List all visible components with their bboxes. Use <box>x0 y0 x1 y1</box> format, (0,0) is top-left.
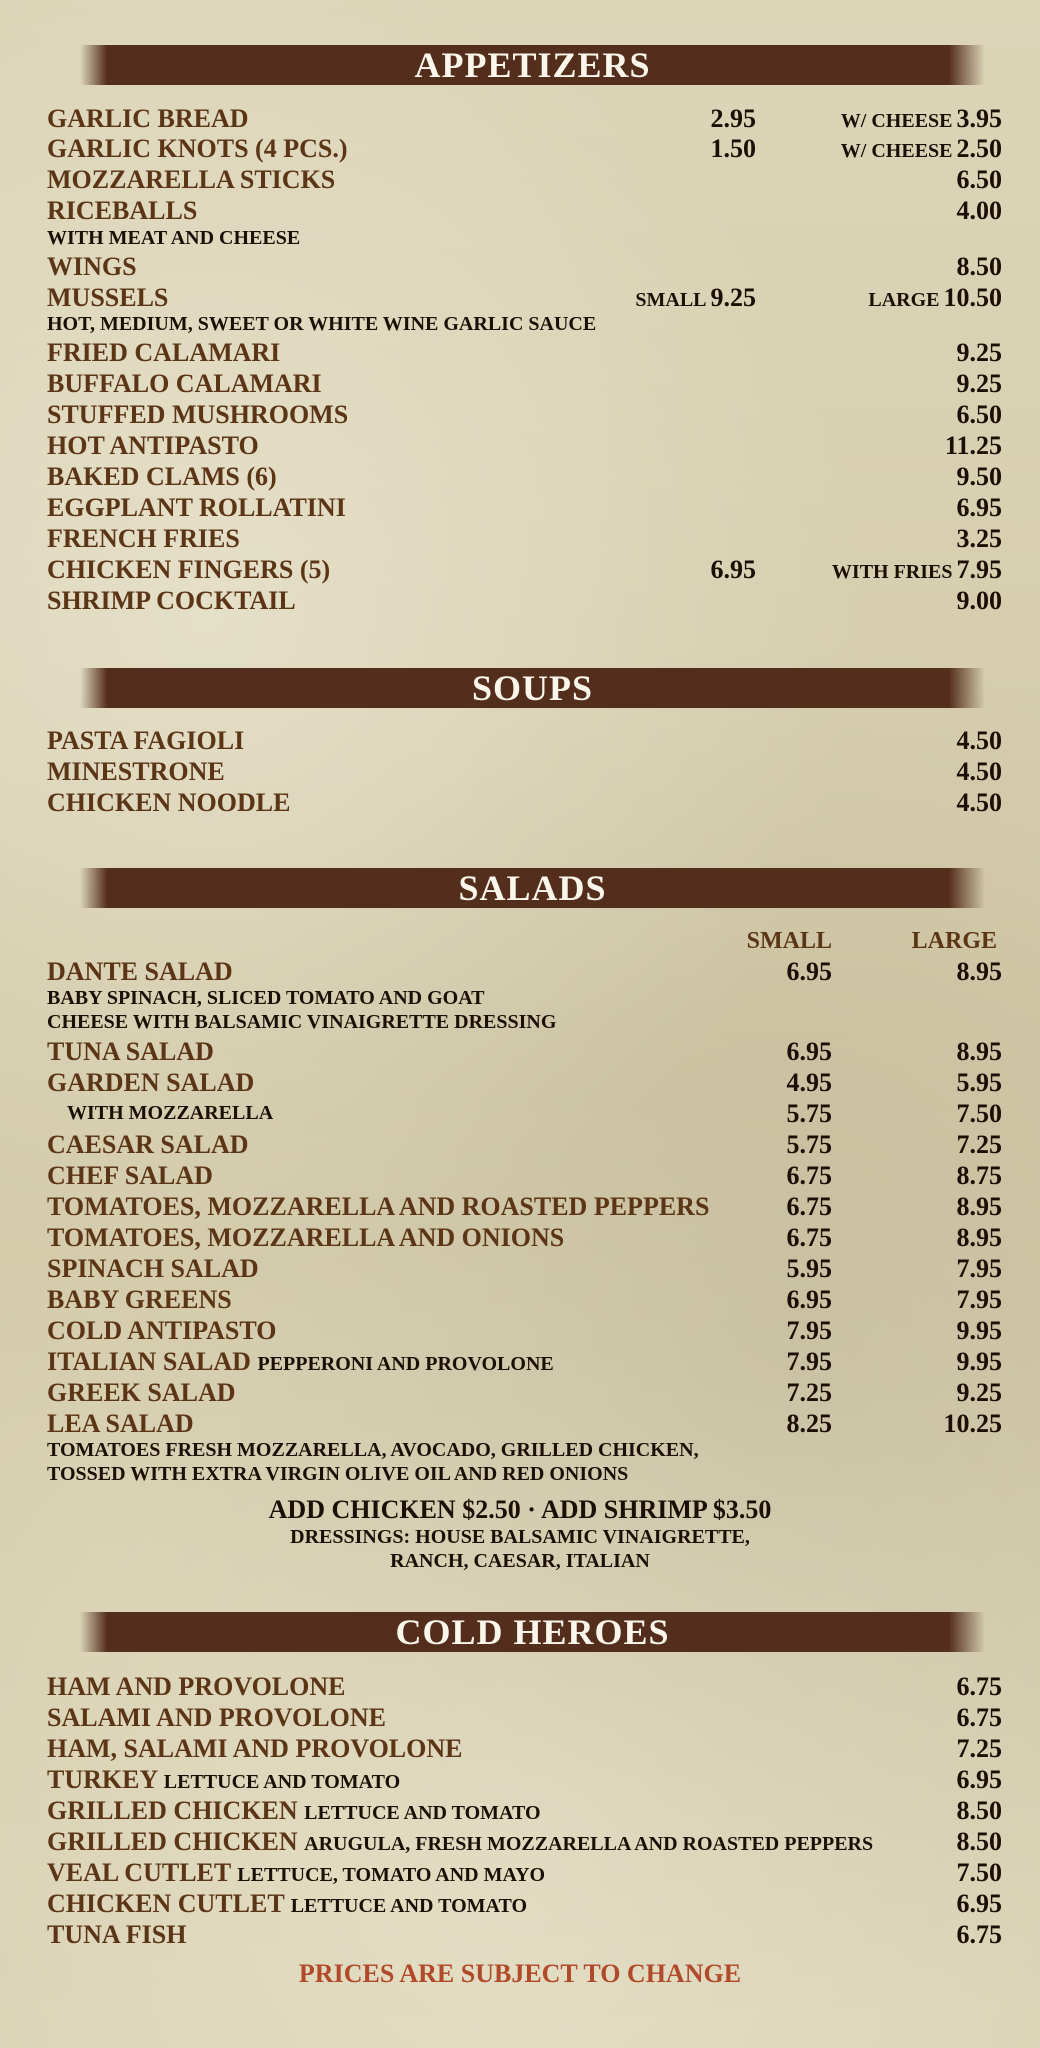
salads-banner: SALADS <box>80 868 985 908</box>
salad-dressings: RANCH, CAESAR, ITALIAN <box>390 1550 650 1572</box>
item-price: 9.25 <box>956 338 1002 367</box>
price-small: 6.95 <box>786 1037 832 1066</box>
menu-item <box>47 1857 1002 1888</box>
item-name: HAM, SALAMI AND PROVOLONE <box>47 1734 463 1763</box>
item-name: TUNA SALAD <box>47 1037 214 1066</box>
menu-item <box>47 1284 1002 1315</box>
price-small: 6.95 <box>786 1285 832 1314</box>
item-name: STUFFED MUSHROOMS <box>47 400 349 429</box>
item-price: 4.50 <box>956 788 1002 817</box>
item-name: LEA SALAD <box>47 1409 194 1438</box>
menu-item <box>47 725 1002 756</box>
price-small: 5.95 <box>786 1254 832 1283</box>
item-name: MOZZARELLA STICKS <box>47 165 336 194</box>
item-name: FRENCH FRIES <box>47 524 240 553</box>
price-large: 8.95 <box>956 1223 1002 1252</box>
menu-item <box>47 523 1002 554</box>
menu-item <box>47 1222 1002 1253</box>
item-name: COLD ANTIPASTO <box>47 1316 277 1345</box>
item-name: SPINACH SALAD <box>47 1254 259 1283</box>
price-small: 7.95 <box>786 1347 832 1376</box>
item-price-small <box>635 282 756 316</box>
item-price: 8.50 <box>956 1796 1002 1825</box>
item-price: 6.95 <box>710 555 756 584</box>
menu-item <box>47 1408 1002 1439</box>
item-description: PEPPERONI AND PROVOLONE <box>257 1353 554 1375</box>
item-description: LETTUCE AND TOMATO <box>290 1895 528 1917</box>
item-name: EGGPLANT ROLLATINI <box>47 493 346 522</box>
salad-addons: ADD CHICKEN $2.50 · ADD SHRIMP $3.50 <box>268 1495 772 1524</box>
price-small: 5.75 <box>786 1099 832 1128</box>
item-price: 6.50 <box>956 400 1002 429</box>
price-value: 3.95 <box>956 104 1002 133</box>
item-description: CHEESE WITH BALSAMIC VINAIGRETTE DRESSING <box>47 1011 557 1033</box>
item-description: LETTUCE AND TOMATO <box>163 1771 401 1793</box>
price-large: 9.95 <box>956 1347 1002 1376</box>
price-label: W/ CHEESE <box>840 140 953 162</box>
price-value: 10.50 <box>943 283 1002 312</box>
item-price: 7.50 <box>956 1858 1002 1887</box>
item-name-group <box>47 1857 545 1891</box>
cold-heroes-banner: COLD HEROES <box>80 1612 985 1652</box>
item-description: ARUGULA, FRESH MOZZARELLA AND ROASTED PEPPERS <box>304 1833 874 1855</box>
item-name: RICEBALLS <box>47 196 198 225</box>
menu-item <box>47 103 1002 134</box>
price-label: WITH FRIES <box>831 561 953 583</box>
item-name: GARLIC BREAD <box>47 104 249 133</box>
price-large: 8.95 <box>956 957 1002 986</box>
menu-item <box>47 1733 1002 1764</box>
item-name: CAESAR SALAD <box>47 1130 249 1159</box>
price-large: 7.25 <box>956 1130 1002 1159</box>
price-large: 10.25 <box>943 1409 1002 1438</box>
item-description: HOT, MEDIUM, SWEET OR WHITE WINE GARLIC SAUCE <box>47 313 597 335</box>
menu-item <box>47 554 1002 585</box>
menu-item <box>47 1346 1002 1377</box>
item-description: TOSSED WITH EXTRA VIRGIN OLIVE OIL AND RED ONIONS <box>47 1463 629 1485</box>
menu-item <box>47 1795 1002 1826</box>
item-name: TOMATOES, MOZZARELLA AND ONIONS <box>47 1223 565 1252</box>
menu-item <box>47 1315 1002 1346</box>
item-name: CHEF SALAD <box>47 1161 213 1190</box>
item-price: 8.50 <box>956 1827 1002 1856</box>
item-name: CHICKEN FINGERS (5) <box>47 555 331 584</box>
item-description: BABY SPINACH, SLICED TOMATO AND GOAT <box>47 987 485 1009</box>
menu-item <box>47 956 1002 987</box>
item-name: GARLIC KNOTS (4 PCS.) <box>47 134 348 163</box>
price-value: 9.25 <box>710 283 756 312</box>
item-name: TURKEY <box>47 1765 158 1794</box>
item-price: 3.25 <box>956 524 1002 553</box>
price-large: 7.95 <box>956 1254 1002 1283</box>
price-small: 7.25 <box>786 1378 832 1407</box>
menu-item <box>47 1826 1002 1857</box>
item-description: LETTUCE, TOMATO AND MAYO <box>237 1864 546 1886</box>
item-price: 1.50 <box>710 134 756 163</box>
item-name: TOMATOES, MOZZARELLA AND ROASTED PEPPERS <box>47 1192 710 1221</box>
price-large: 9.95 <box>956 1316 1002 1345</box>
item-price: 11.25 <box>944 431 1002 460</box>
menu-item <box>47 337 1002 368</box>
item-description: LETTUCE AND TOMATO <box>304 1802 541 1824</box>
menu-item <box>47 1129 1002 1160</box>
item-name: SALAMI AND PROVOLONE <box>47 1703 386 1732</box>
price-label: W/ CHEESE <box>840 110 953 132</box>
price-label: SMALL <box>635 289 707 311</box>
item-name: BAKED CLAMS (6) <box>47 462 277 491</box>
price-large: 9.25 <box>956 1378 1002 1407</box>
price-small: 6.75 <box>786 1192 832 1221</box>
item-price: 7.25 <box>956 1734 1002 1763</box>
item-name: GREEK SALAD <box>47 1378 236 1407</box>
price-large: 8.95 <box>956 1192 1002 1221</box>
item-price-alt <box>841 103 1002 137</box>
soups-banner: SOUPS <box>80 668 985 708</box>
menu-item <box>47 1191 1002 1222</box>
menu-item <box>47 1253 1002 1284</box>
item-price: 6.75 <box>956 1703 1002 1732</box>
menu-item <box>47 1377 1002 1408</box>
menu-item <box>47 1919 1002 1950</box>
item-name: WINGS <box>47 252 137 281</box>
menu-item <box>47 756 1002 787</box>
item-price: 9.25 <box>956 369 1002 398</box>
price-small: 5.75 <box>786 1130 832 1159</box>
item-name: SHRIMP COCKTAIL <box>47 586 296 615</box>
menu-item <box>47 368 1002 399</box>
salad-dressings: DRESSINGS: HOUSE BALSAMIC VINAIGRETTE, <box>290 1526 750 1548</box>
price-value: 7.95 <box>956 555 1002 584</box>
item-name: GRILLED CHICKEN <box>47 1827 298 1856</box>
item-description: WITH MEAT AND CHEESE <box>47 227 301 249</box>
price-small: 6.75 <box>786 1161 832 1190</box>
price-large: 5.95 <box>956 1068 1002 1097</box>
price-label: LARGE <box>868 289 940 311</box>
item-price-alt <box>832 554 1002 588</box>
menu-item <box>47 399 1002 430</box>
item-name-group <box>47 1888 527 1922</box>
item-price: 6.75 <box>956 1920 1002 1949</box>
item-name-group <box>47 1764 400 1798</box>
price-small: 8.25 <box>786 1409 832 1438</box>
large-column-header: LARGE <box>911 928 997 954</box>
menu-item <box>47 1160 1002 1191</box>
item-description: TOMATOES FRESH MOZZARELLA, AVOCADO, GRILLED CHICKEN, <box>47 1439 699 1461</box>
price-large: 8.95 <box>956 1037 1002 1066</box>
item-name: BUFFALO CALAMARI <box>47 369 322 398</box>
item-name-group <box>47 1795 541 1829</box>
price-large: 7.95 <box>956 1285 1002 1314</box>
menu-item <box>47 1764 1002 1795</box>
menu-item <box>47 1098 1002 1129</box>
menu-item <box>47 1671 1002 1702</box>
item-price: 6.95 <box>956 1889 1002 1918</box>
menu-item <box>47 461 1002 492</box>
item-name: WITH MOZZARELLA <box>67 1102 274 1124</box>
item-name: CHICKEN NOODLE <box>47 788 291 817</box>
item-name: CHICKEN CUTLET <box>47 1889 285 1918</box>
menu-item <box>47 492 1002 523</box>
item-price: 4.50 <box>956 726 1002 755</box>
item-name: MINESTRONE <box>47 757 225 786</box>
item-price: 9.00 <box>956 586 1002 615</box>
item-price: 9.50 <box>956 462 1002 491</box>
price-large: 8.75 <box>956 1161 1002 1190</box>
menu-item <box>47 251 1002 282</box>
menu-item <box>47 282 1002 313</box>
item-price: 6.95 <box>956 1765 1002 1794</box>
item-name: GRILLED CHICKEN <box>47 1796 298 1825</box>
menu-item <box>47 133 1002 164</box>
menu-item <box>47 585 1002 616</box>
small-column-header: SMALL <box>746 928 832 954</box>
item-price: 6.75 <box>956 1672 1002 1701</box>
item-name-group <box>47 1346 554 1380</box>
appetizers-banner: APPETIZERS <box>80 45 985 85</box>
item-name: GARDEN SALAD <box>47 1068 255 1097</box>
price-small: 7.95 <box>786 1316 832 1345</box>
menu-item <box>47 195 1002 226</box>
menu-item <box>47 164 1002 195</box>
item-name-group <box>47 1826 873 1860</box>
price-large: 7.50 <box>956 1099 1002 1128</box>
item-name: DANTE SALAD <box>47 957 233 986</box>
item-price: 8.50 <box>956 252 1002 281</box>
item-name: HOT ANTIPASTO <box>47 431 259 460</box>
item-price: 4.00 <box>956 196 1002 225</box>
item-name: BABY GREENS <box>47 1285 232 1314</box>
item-name: HAM AND PROVOLONE <box>47 1672 346 1701</box>
item-price: 6.95 <box>956 493 1002 522</box>
item-price: 2.95 <box>710 104 756 133</box>
menu-item <box>47 1067 1002 1098</box>
menu-item <box>47 1036 1002 1067</box>
item-price-alt <box>841 133 1002 167</box>
item-name: PASTA FAGIOLI <box>47 726 245 755</box>
menu-item <box>47 1702 1002 1733</box>
item-name: MUSSELS <box>47 283 169 312</box>
menu-item <box>47 430 1002 461</box>
item-name: VEAL CUTLET <box>47 1858 231 1887</box>
price-small: 4.95 <box>786 1068 832 1097</box>
item-price: 6.50 <box>956 165 1002 194</box>
item-name: TUNA FISH <box>47 1920 187 1949</box>
price-disclaimer: PRICES ARE SUBJECT TO CHANGE <box>298 1959 742 1988</box>
item-price: 4.50 <box>956 757 1002 786</box>
item-name: FRIED CALAMARI <box>47 338 281 367</box>
item-name: ITALIAN SALAD <box>47 1347 251 1376</box>
price-small: 6.75 <box>786 1223 832 1252</box>
price-value: 2.50 <box>956 134 1002 163</box>
price-small: 6.95 <box>786 957 832 986</box>
item-price-large <box>868 282 1002 316</box>
menu-item <box>47 1888 1002 1919</box>
menu-item <box>47 787 1002 818</box>
